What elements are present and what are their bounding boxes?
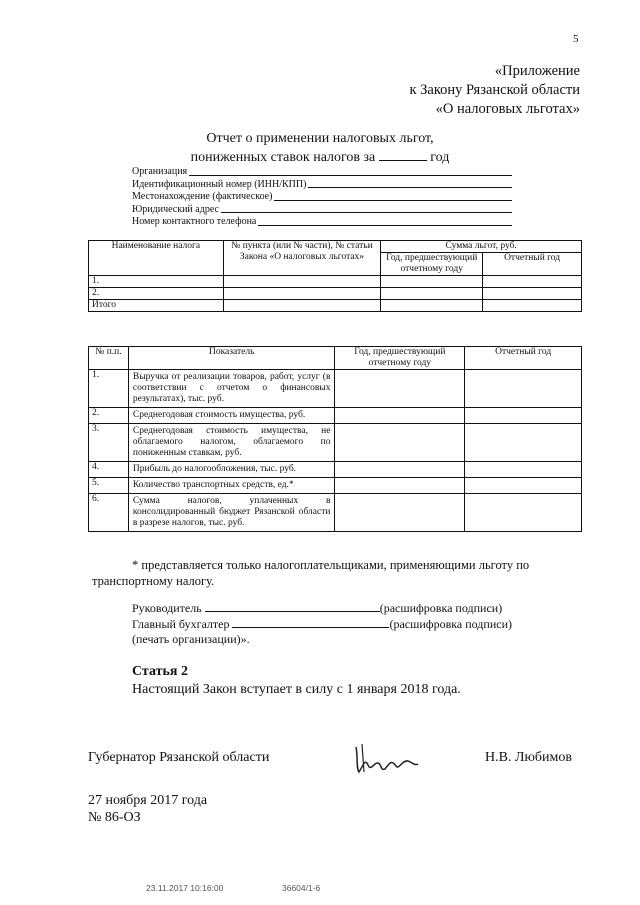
table-row: 3. Среднегодовая стоимость имущества, не облагаемого налогом, облагаемого по пониженным ставкам, руб. [89, 424, 582, 462]
footnote [92, 557, 582, 589]
col-tax-name: Наименование налога [89, 241, 224, 276]
report-title-line-1: Отчет о применении налоговых льгот, [206, 131, 434, 146]
page-number: 5 [573, 33, 579, 45]
appendix-line-1: «Приложение [494, 63, 580, 79]
signing-date: 27 ноября 2017 года [88, 793, 208, 808]
footnote-line-1: * представляется только налогоплательщиками, применяющими льготу по [132, 558, 530, 572]
governor-name: Н.В. Любимов [485, 750, 572, 765]
organization-fields [132, 166, 512, 229]
field-organization: Организация [132, 166, 512, 179]
col-prev-year: Год, предшествующий отчетному году [335, 347, 465, 370]
footer-doc-id: 36604/1-6 [282, 883, 321, 893]
field-inn-kpp: Идентификационный номер (ИНН/КПП) [132, 179, 512, 192]
table-row: 2. [89, 288, 582, 300]
table-row-total: Итого [89, 300, 582, 312]
report-title-year-word: год [430, 150, 450, 165]
appendix-line-3: «О налоговых льготах» [435, 101, 580, 117]
tax-benefits-table [88, 240, 582, 312]
col-prev-year: Год, предшествующий отчетному году [381, 253, 483, 276]
article-title: Статья 2 [132, 664, 188, 679]
article-text: Настоящий Закон вступает в силу с 1 января 2018 года. [132, 682, 461, 697]
table-row: 2. Среднегодовая стоимость имущества, руб. [89, 408, 582, 424]
signing-date-block [88, 792, 207, 826]
signature-block [132, 600, 512, 647]
col-benefit-sum: Сумма льгот, руб. [381, 241, 582, 253]
field-phone: Номер контактного телефона [132, 216, 512, 229]
report-title [0, 130, 640, 167]
table-row: 5. Количество транспортных средств, ед.* [89, 478, 582, 494]
col-indicator: Показатель [128, 347, 335, 370]
appendix-header [409, 62, 580, 119]
table-row: 6. Сумма налогов, уплаченных в консолидированный бюджет Рязанской области в разрезе налогов, тыс. руб. [89, 494, 582, 532]
footer-timestamp: 23.11.2017 10:16:00 [146, 883, 224, 893]
table-row: 1. [89, 276, 582, 288]
indicators-table [88, 346, 582, 532]
report-title-period-label: пониженных ставок налогов за [190, 150, 376, 165]
seal-note: (печать организации)». [132, 632, 250, 646]
accountant-signature-line: Главный бухгалтер (расшифровка подписи) [132, 617, 512, 631]
footnote-line-2: транспортному налогу. [92, 574, 215, 588]
col-report-year: Отчетный год [465, 347, 582, 370]
col-report-year: Отчетный год [483, 253, 582, 276]
field-location: Местонахождение (фактическое) [132, 191, 512, 204]
table-row: 4. Прибыль до налогообложения, тыс. руб. [89, 462, 582, 478]
table-row: 1. Выручка от реализации товаров, работ, услуг (в соответствии с отчетом о финансовых результатах), тыс. руб. [89, 370, 582, 408]
col-num: № п.п. [89, 347, 129, 370]
governor-title: Губернатор Рязанской области [88, 750, 270, 765]
governor-signature [352, 742, 420, 776]
col-law-clause: № пункта (или № части), № статьи Закона «О налоговых льготах» [223, 241, 381, 276]
law-number: № 86-ОЗ [88, 810, 141, 825]
article-2 [132, 663, 461, 699]
year-blank-line [379, 148, 427, 161]
report-title-line-2 [0, 148, 640, 167]
appendix-line-2: к Закону Рязанской области [409, 82, 580, 98]
head-signature-line: Руководитель (расшифровка подписи) [132, 601, 503, 615]
field-legal-address: Юридический адрес [132, 204, 512, 217]
